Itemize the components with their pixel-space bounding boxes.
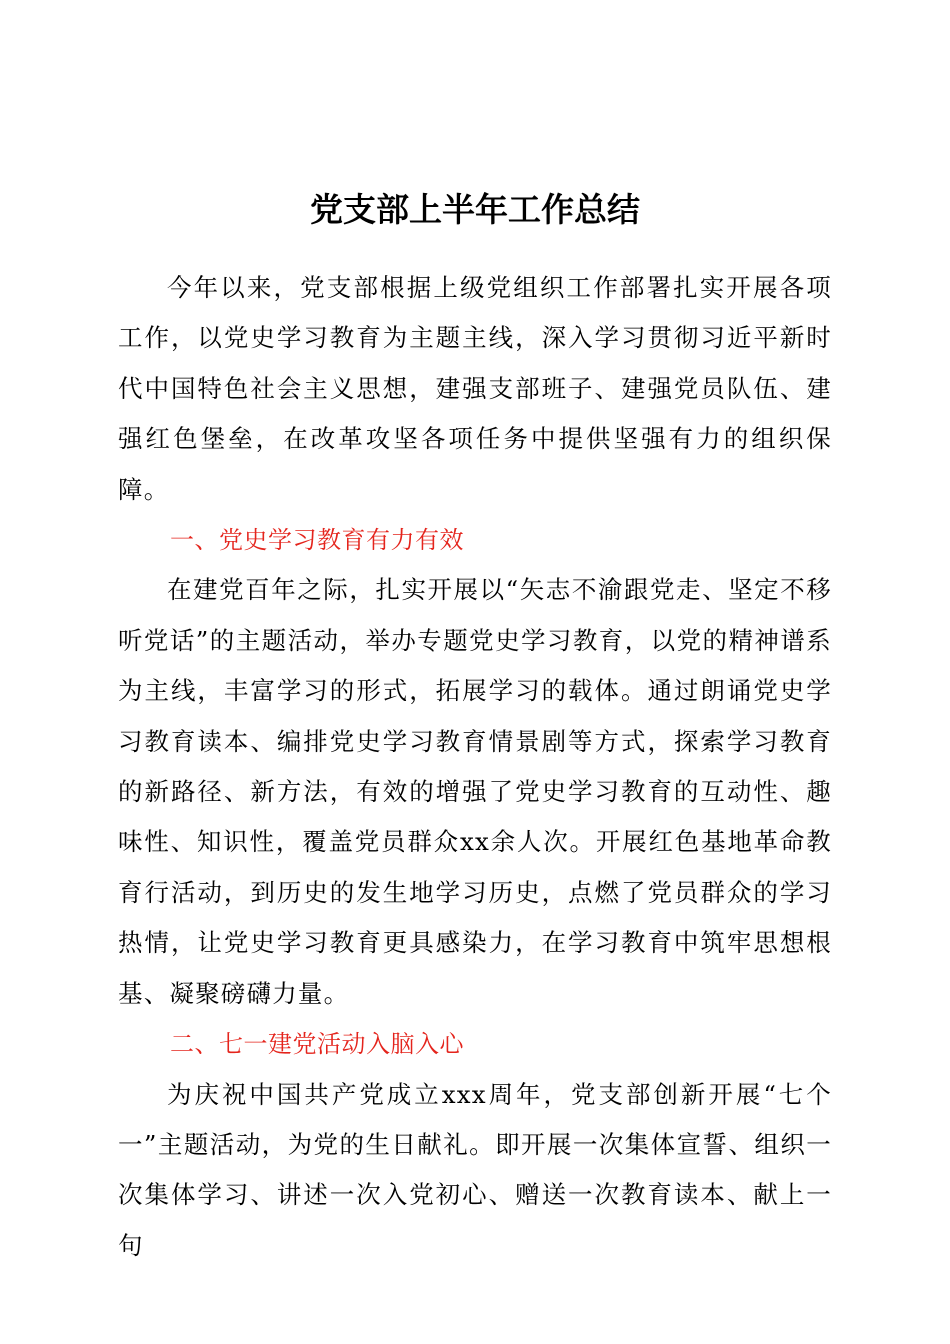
section-heading-2: 二、七一建党活动入脑入心 xyxy=(170,1030,464,1059)
section-paragraph-2: 为庆祝中国共产党成立xxx周年，党支部创新开展“七个一”主题活动，为党的生日献礼。即开展一次集体宣誓、组织一次集体学习、讲述一次入党初心、赠送一次教育读本、献上一句 xyxy=(118,1079,832,1260)
intro-paragraph: 今年以来，党支部根据上级党组织工作部署扎实开展各项工作，以党史学习教育为主题主线，深入学习贯彻习近平新时代中国特色社会主义思想，建强支部班子、建强党员队伍、建强红色堡垒，在改革攻坚各项任务中提供坚强有力的组织保障。 xyxy=(118,273,832,504)
document-body xyxy=(118,263,832,1271)
document-title: 党支部上半年工作总结 xyxy=(310,190,640,229)
section-heading-1: 一、党史学习教育有力有效 xyxy=(170,526,464,555)
section-paragraph-1: 在建党百年之际，扎实开展以“矢志不渝跟党走、坚定不移听党话”的主题活动，举办专题党史学习教育，以党的精神谱系为主线，丰富学习的形式，拓展学习的载体。通过朗诵党史学习教育读本、编排党史学习教育情景剧等方式，探索学习教育的新路径、新方法，有效的增强了党史学习教育的互动性、趣味性、知识性，覆盖党员群众xx余人次。开展红色基地革命教育行活动，到历史的发生地学习历史，点燃了党员群众的学习热情，让党史学习教育更具感染力，在学习教育中筑牢思想根基、凝聚磅礴力量。 xyxy=(118,575,832,1008)
